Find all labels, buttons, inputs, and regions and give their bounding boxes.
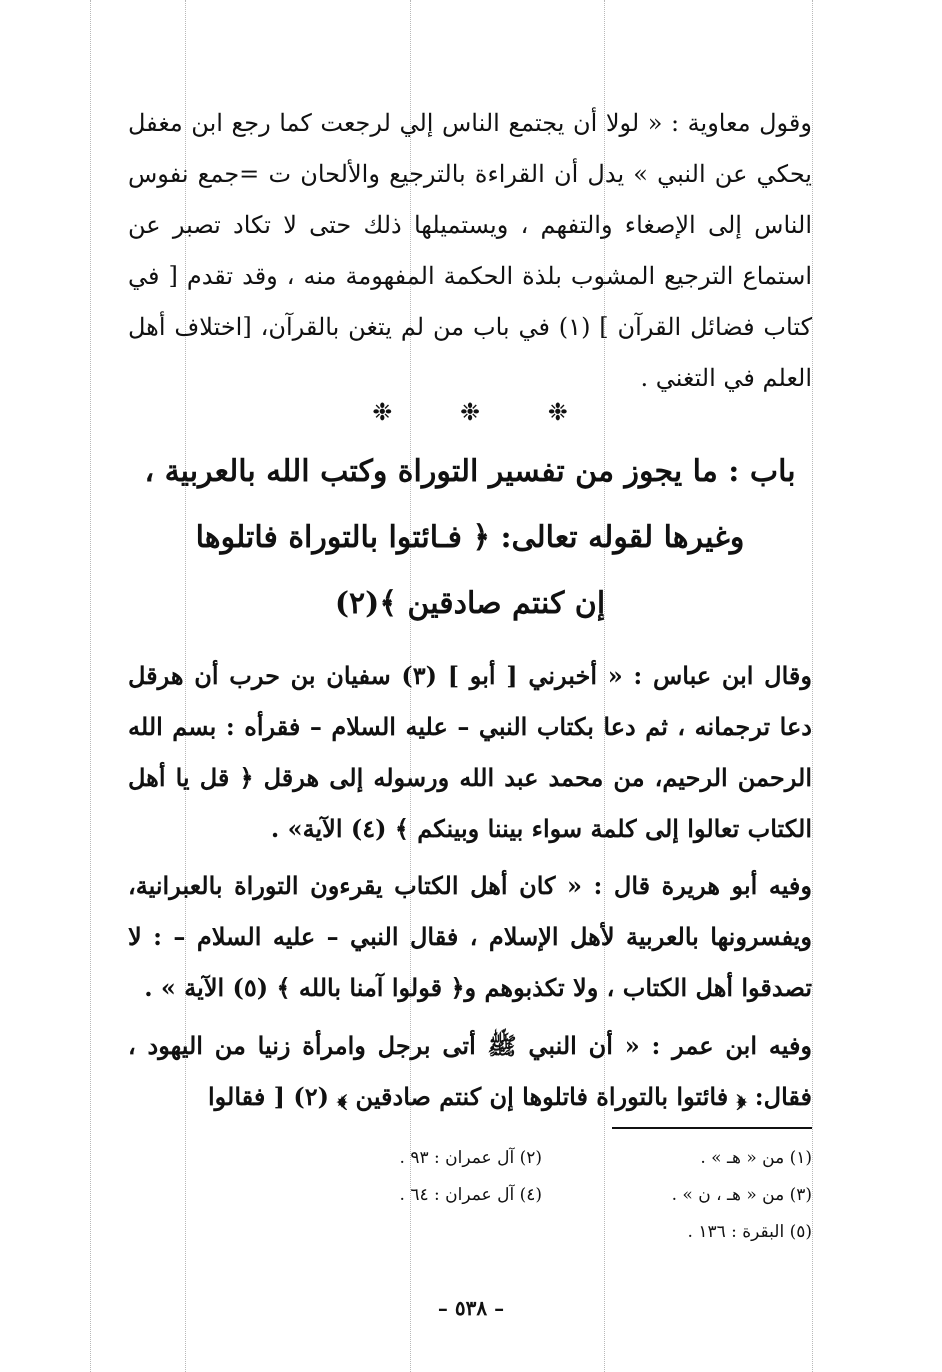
separator-star: ❉	[547, 398, 568, 426]
footnote-divider	[612, 1127, 812, 1129]
paragraph-abu-hurayra: وفيه أبو هريرة قال : « كان أهل الكتاب يقرءون التوراة بالعبرانية، ويفسرونها بالعربية لأهل الإسلام ، فقال النبي – عليه السلام – : لا تصدقوا أهل الكتاب ، ولا تكذبوهم و﴿ قولوا آمنا بالله ﴾ (٥) الآية » .	[128, 871, 812, 1002]
separator-star: ❉	[459, 398, 481, 426]
paragraph-ibn-umar: وفيه ابن عمر : « أن النبي ﷺ أتى برجل وامرأة زنيا من اليهود ، فقال: ﴿ فائتوا بالتوراة فاتلوها إن كنتم صادقين ﴾ (٢) [ فقالوا	[128, 1031, 812, 1111]
page-number: – ٥٣٨ –	[437, 1296, 505, 1320]
footnote-5: (٥) البقرة : ١٣٦ .	[687, 1222, 812, 1242]
chapter-heading-line-2: وغيرها لقوله تعالى: ﴿ فـائتوا بالتوراة فاتلوها	[195, 520, 745, 555]
paragraph-muawiya: وقول معاوية : « لولا أن يجتمع الناس إلي لرجعت كما رجع ابن مغفل يحكي عن النبي » يدل أن القراءة بالترجيع والألحان ت =جمع نفوس الناس إلى الإصغاء والتفهم ، ويستميلها ذلك حتى لا تكاد تصبر عن استماع الترجيع المشوب بلذة الحكمة المفهومة منه ، وقد تقدم [ في كتاب فضائل القرآن ] (١) في باب من لم يتغن بالقرآن، [اختلاف أهل العلم في التغني .	[128, 109, 813, 392]
chapter-heading-line-3: إن كنتم صادقين ﴾(٢)	[334, 586, 606, 621]
chapter-heading-line-1: باب : ما يجوز من تفسير التوراة وكتب الله بالعربية ،	[144, 454, 796, 489]
scan-guide-line	[812, 0, 813, 1372]
footnote-2: (٢) آل عمران : ٩٣ .	[399, 1148, 542, 1168]
paragraph-ibn-abbas: وقال ابن عباس : « أخبرني [ أبو ] (٣) سفيان بن حرب أن هرقل دعا ترجمانه ، ثم دعا بكتاب النبي – عليه السلام – فقرأه : بسم الله الرحمن الرحيم، من محمد عبد الله ورسوله إلى هرقل ﴿ قل يا أهل الكتاب تعالوا إلى كلمة سواء بيننا وبينكم ﴾ (٤) الآية» .	[128, 661, 812, 843]
footnote-3: (٣) من « هـ ، ن » .	[671, 1185, 812, 1205]
footnote-1: (١) من « هـ » .	[700, 1148, 812, 1168]
section-separator	[128, 398, 812, 426]
footnote-4: (٤) آل عمران : ٦٤ .	[399, 1185, 542, 1205]
separator-star: ❉	[372, 398, 393, 426]
scan-guide-line	[90, 0, 91, 1372]
